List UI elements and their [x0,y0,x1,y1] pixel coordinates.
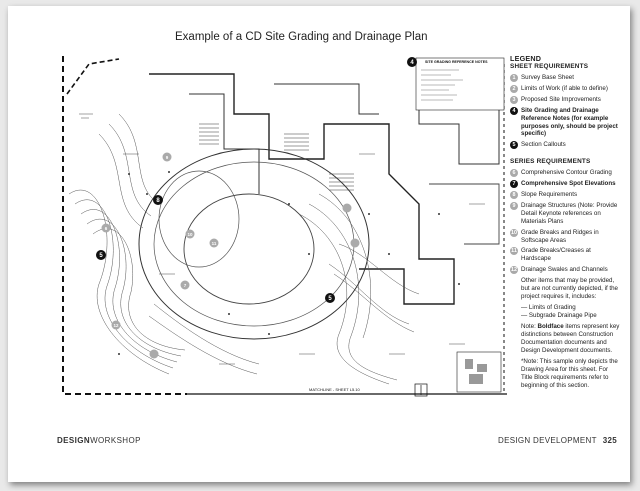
legend-item-10 [510,229,620,245]
plan-callout-7 [153,195,163,205]
grading-plan-drawing [59,54,507,400]
legend-item-text: Grade Breaks and Ridges in Softscape Areas [521,228,599,244]
legend-item-text: Drainage Structures (Note: Provide Detail Keynote references on Materials Plans [521,201,618,225]
legend-number-badge: 9 [510,202,518,210]
legend-item-text: Drainage Swales and Channels [521,266,608,274]
legend-item-text: Site Grading and Drainage Reference Notes (for example purposes only, should be project specific) [521,106,618,138]
legend-number-badge: 12 [511,267,517,274]
limits-of-grading-item: — Limits of Grading [521,304,576,312]
subgrade-drainage-pipe-item: — Subgrade Drainage Pipe [521,312,597,320]
svg-text:5: 5 [328,296,332,302]
plan-callout-5-right [325,293,335,303]
svg-text:10: 10 [187,231,193,237]
legend-number-badge: 5 [510,141,518,149]
svg-text:11: 11 [211,240,217,246]
legend-panel [510,55,620,390]
legend-item-4 [510,107,620,139]
legend-number-badge: 1 [510,74,518,82]
sheet-requirements-heading: SHEET REQUIREMENTS [510,63,589,71]
svg-text:5: 5 [99,253,103,259]
svg-text:12: 12 [113,322,119,328]
legend-number-badge: 6 [510,169,518,177]
legend-number-badge: 10 [511,229,517,236]
legend-number-badge: 3 [510,96,518,104]
svg-text:8: 8 [156,198,160,204]
legend-number-badge: 4 [510,107,518,115]
legend-number-badge: 7 [510,180,518,188]
legend-item-text: Section Callouts [521,141,566,149]
legend-title: LEGEND [510,54,542,63]
plan-callout-4 [407,57,417,67]
svg-text:6: 6 [104,225,108,231]
legend-item-text: Proposed Site Improvements [521,95,601,103]
legend-item-11 [510,247,620,263]
page-number: 325 [602,436,618,445]
legend-item-2 [510,85,620,93]
legend-item-text: Limits of Work (if able to define) [521,84,608,92]
legend-item-12 [510,266,620,274]
legend-item-text: Comprehensive Spot Elevations [521,179,616,187]
page-title: Example of a CD Site Grading and Drainage Plan [175,31,428,43]
brand-logo: DESIGNWORKSHOP [57,436,141,445]
legend-item-9 [510,202,620,226]
legend-item-6 [510,169,620,177]
legend-number-badge: 11 [511,248,517,255]
ref-notes-header: SITE GRADING REFERENCE NOTES [425,60,488,64]
legend-item-1 [510,74,620,82]
legend-item-text: Survey Base Sheet [521,73,574,81]
page-footer [498,436,617,445]
legend-item-3 [510,96,620,104]
section-name: DESIGN DEVELOPMENT [498,436,597,445]
legend-item-text: Slope Requirements [521,190,578,198]
legend-item-text: Grade Breaks/Creases at Hardscape [521,247,591,263]
sample-note: *Note: This sample only depicts the Drawing Area for this sheet. For Title Block requirements refer to beginning of this section. [521,357,618,389]
svg-text:4: 4 [410,60,414,66]
legend-number-badge: 2 [510,85,518,93]
series-requirements-heading: SERIES REQUIREMENTS [510,158,591,166]
match-line-label: MATCHLINE - SHEET L5.10 [309,387,360,392]
plan-callout-5-left [96,250,106,260]
legend-item-7 [510,180,620,188]
boldface-note: Note: Boldface items represent key distinctions between Construction Documentation documents and Design Development documents. [521,323,620,354]
svg-text:7: 7 [183,282,187,288]
legend-number-badge: 8 [510,191,518,199]
svg-text:9: 9 [165,154,169,160]
legend-item-5 [510,141,620,149]
legend-item-text: Comprehensive Contour Grading [521,168,612,176]
legend-item-8 [510,191,620,199]
other-items-note: Other items that may be provided, but are not currently depicted, if the project requires it, includes: [521,277,618,301]
